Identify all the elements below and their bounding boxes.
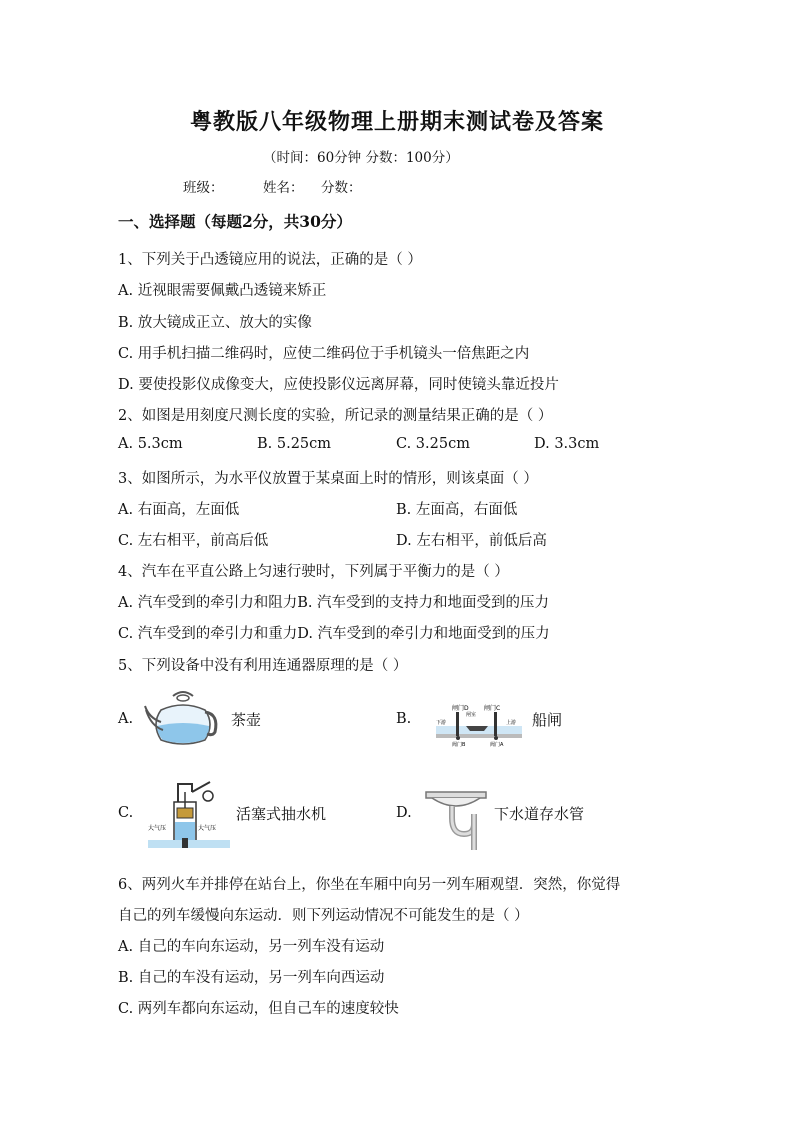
section-heading: 一、选择题（每题2分，共30分） [118,212,352,231]
question-5-option-a-text: 茶壶 [231,711,262,729]
question-5-stem: 5、下列设备中没有利用连通器原理的是（ ） [118,658,408,674]
question-4-options-ab: A. 汽车受到的牵引力和阻力B. 汽车受到的支持力和地面受到的压力 [118,595,550,611]
name-label: 姓名： [263,180,304,196]
question-4-stem: 4、汽车在平直公路上匀速行驶时，下列属于平衡力的是（ ） [118,564,509,580]
question-1-option-c: C. 用手机扫描二维码时，应使二维码位于手机镜头一倍焦距之内 [118,346,530,362]
question-5-option-a-letter: A. [118,711,134,727]
question-5-option-d-text: 下水道存水管 [494,805,585,823]
question-5-option-b-letter: B. [396,711,412,727]
page-title: 粤教版八年级物理上册期末测试卷及答案 [189,109,604,135]
ship-lock-illustration [436,700,522,748]
question-6-stem-line-1: 6、两列火车并排停在站台上，你坐在车厢中向另一列车厢观望．突然，你觉得 [118,877,621,893]
upstream-label: 上游 [506,720,517,726]
teapot-illustration [143,688,223,750]
question-6-option-b: B. 自己的车没有运动，另一列车向西运动 [118,970,385,986]
question-1-option-d: D. 要使投影仪成像变大，应使投影仪远离屏幕，同时使镜头靠近投片 [118,377,559,393]
question-2-option-c: C. 3.25cm [396,436,470,452]
question-5-option-c-letter: C. [118,805,134,821]
drain-trap-illustration [424,784,488,850]
class-label: 班级： [183,180,224,196]
question-1-stem: 1、下列关于凸透镜应用的说法，正确的是（ ） [118,252,422,268]
question-6-stem-line-2: 自己的列车缓慢向东运动．则下列运动情况不可能发生的是（ ） [118,908,529,924]
downstream-label: 下游 [436,720,447,726]
valve-b-label: 阀门B [452,742,466,748]
question-5-option-c-text: 活塞式抽水机 [236,805,327,823]
question-3-option-a: A. 右面高，左面低 [118,502,240,518]
gate-c-label: 闸门C [484,705,501,712]
question-3-option-c: C. 左右相平，前高后低 [118,533,269,549]
question-1-option-a: A. 近视眼需要佩戴凸透镜来矫正 [118,283,327,299]
valve-a-label: 阀门A [490,742,504,748]
question-1-option-b: B. 放大镜成正立、放大的实像 [118,315,312,331]
question-3-option-b: B. 左面高，右面低 [396,502,518,518]
question-6-option-c: C. 两列车都向东运动，但自己车的速度较快 [118,1001,399,1017]
question-2-option-d: D. 3.3cm [534,436,600,452]
question-3-stem: 3、如图所示，为水平仪放置于某桌面上时的情形，则该桌面（ ） [118,471,538,487]
chamber-label: 闸室 [466,712,477,718]
question-6-option-a: A. 自己的车向东运动，另一列车没有运动 [118,939,385,955]
score-label: 分数： [321,180,362,196]
gate-d-label: 闸门D [452,705,469,712]
question-2-option-b: B. 5.25cm [257,436,332,452]
question-5-option-b-text: 船闸 [532,711,563,729]
question-2-option-a: A. 5.3cm [118,436,183,452]
question-3-option-d: D. 左右相平，前低后高 [396,533,547,549]
piston-pump-illustration [148,778,230,850]
pump-label-right: 大气压 [198,825,217,832]
question-2-stem: 2、如图是用刻度尺测长度的实验，所记录的测量结果正确的是（ ） [118,408,553,424]
time-info: （时间：60分钟 分数：100分） [263,150,459,166]
question-4-options-cd: C. 汽车受到的牵引力和重力D. 汽车受到的牵引力和地面受到的压力 [118,626,550,642]
question-5-option-d-letter: D. [396,805,412,821]
pump-label-left: 大气压 [148,825,167,832]
